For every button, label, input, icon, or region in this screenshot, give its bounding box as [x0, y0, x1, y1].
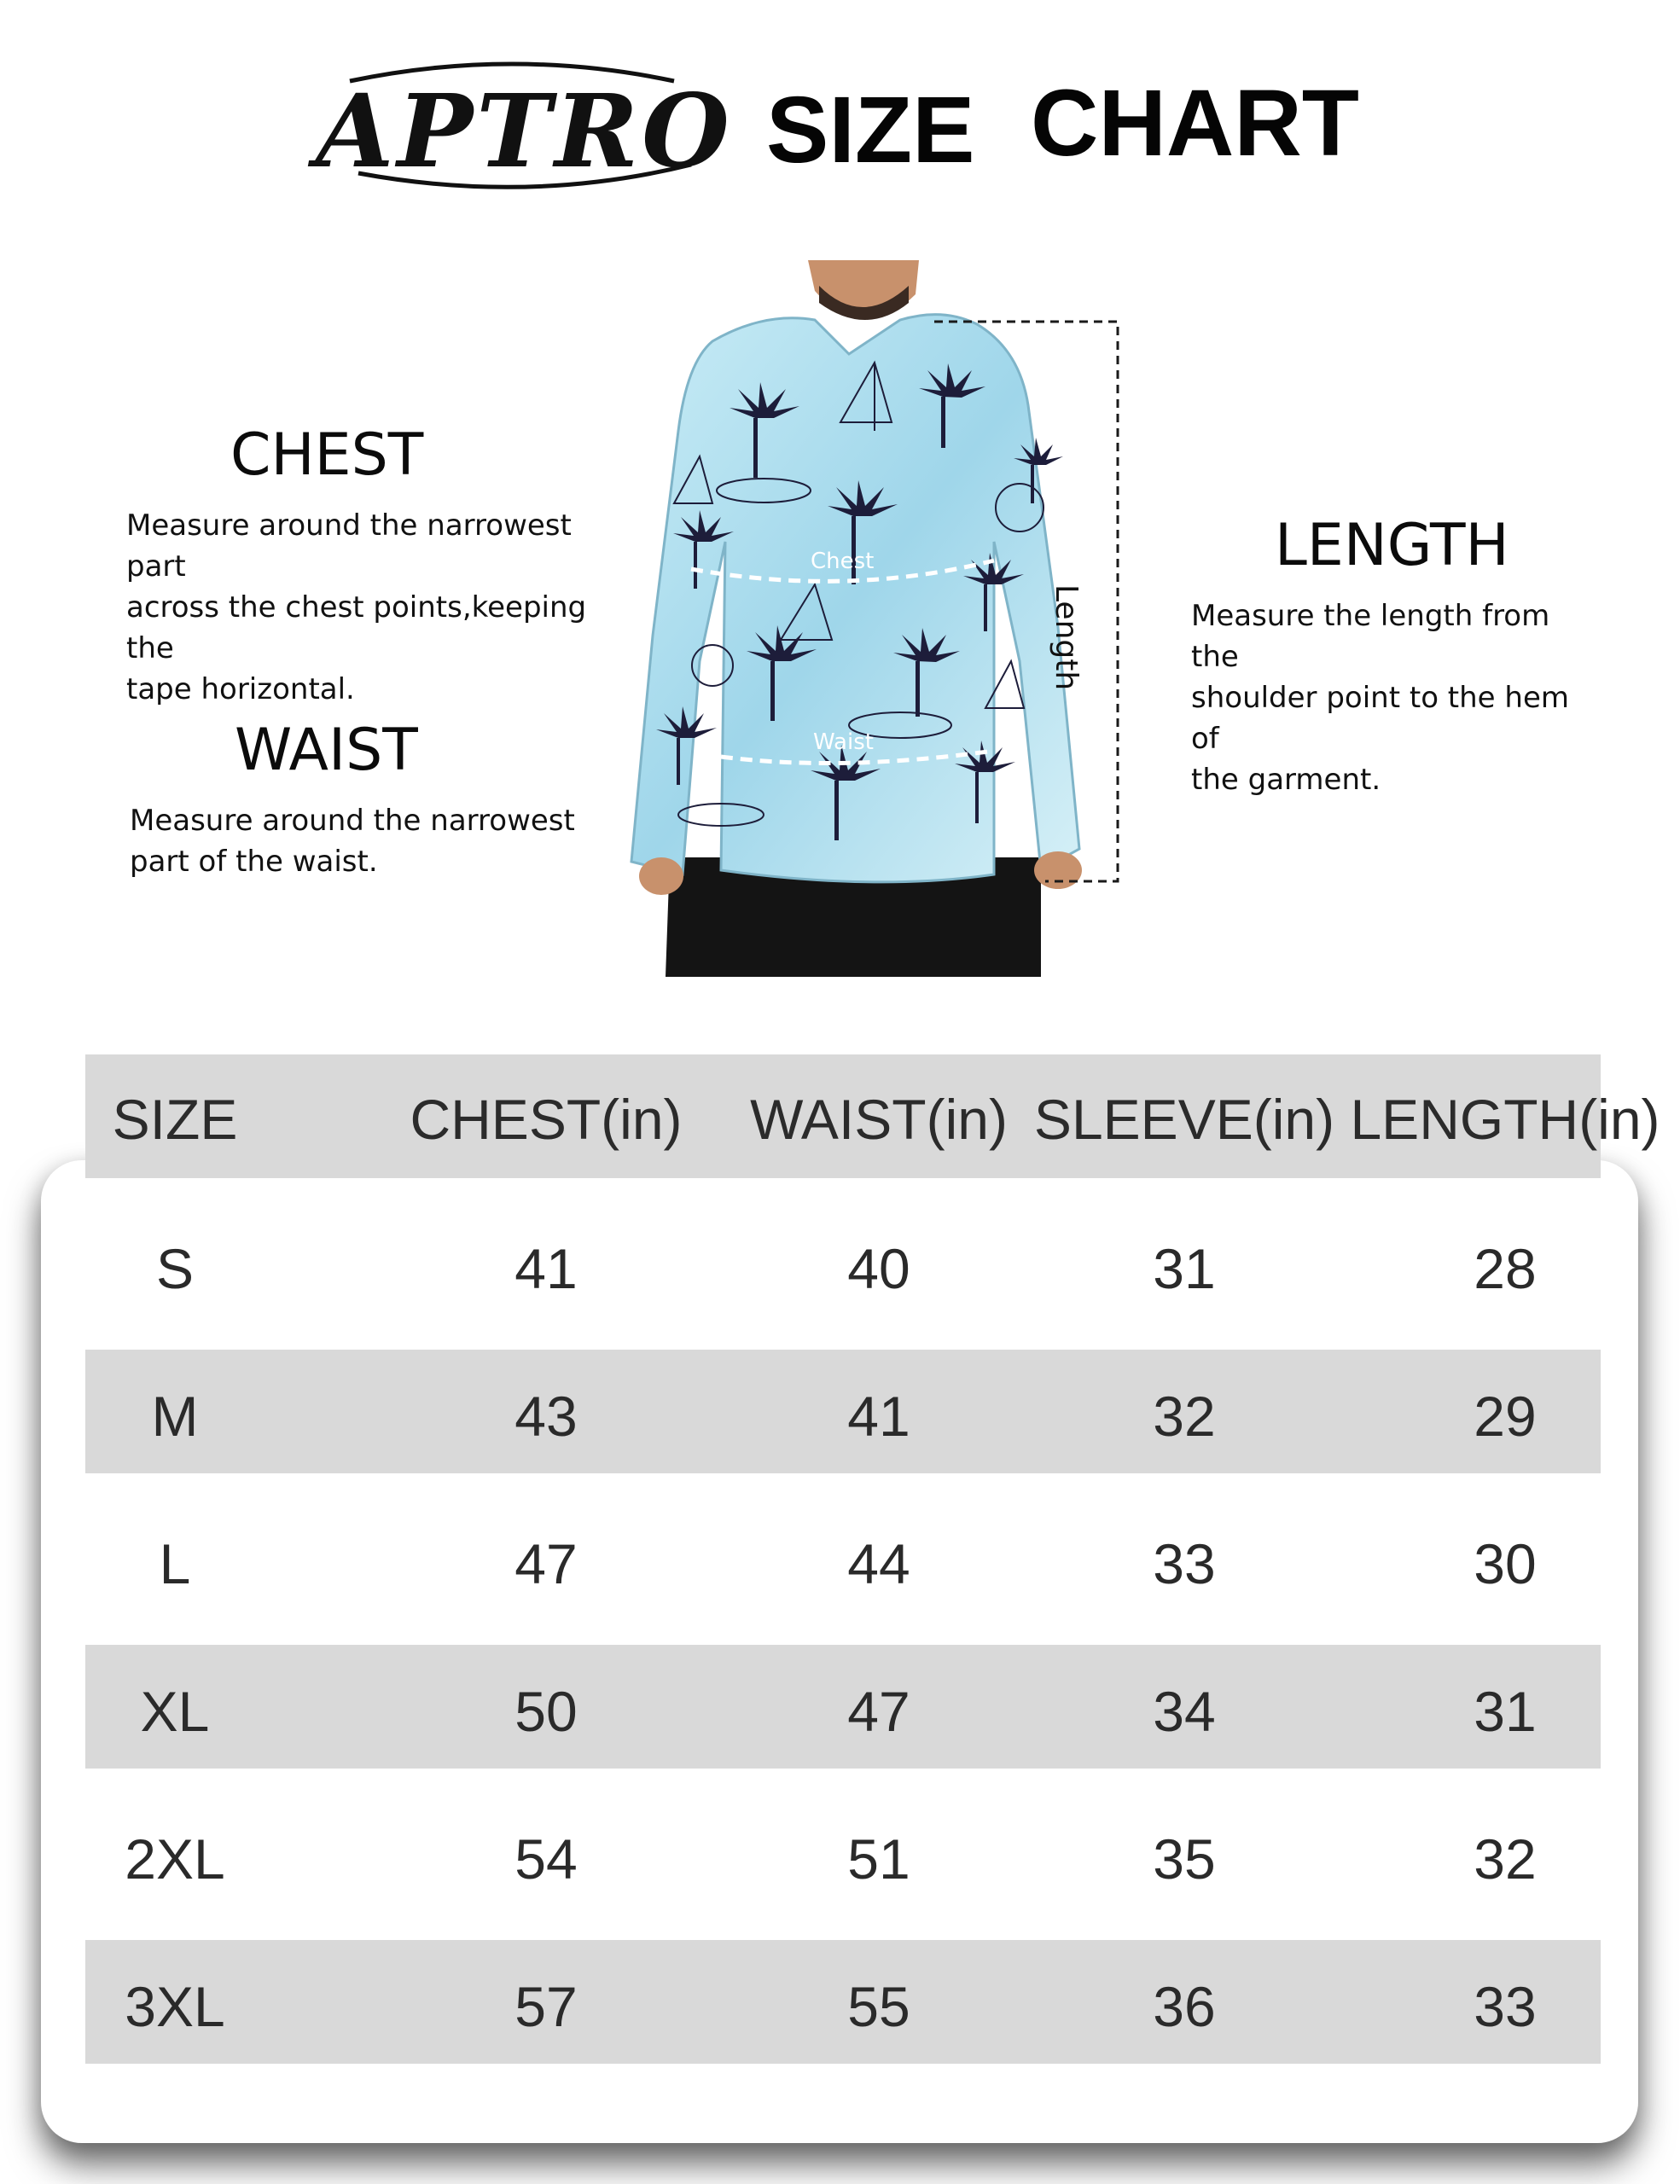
length-line: the garment. [1191, 763, 1381, 797]
waist-cell: 41 [847, 1385, 910, 1448]
chest-line: Measure around the narrowest part [126, 508, 572, 584]
column-header-label: SLEEVE [1033, 1088, 1253, 1151]
table-row [85, 1645, 1601, 1769]
length-cell: 31 [1474, 1680, 1537, 1743]
length-cell: 28 [1474, 1237, 1537, 1300]
column-header-length [1317, 1058, 1680, 1182]
sleeve-cell: 31 [1153, 1237, 1216, 1300]
sleeve-cell: 33 [1153, 1532, 1216, 1595]
column-header-label: WAIST [750, 1088, 927, 1151]
column-header-unit: (in) [926, 1088, 1008, 1151]
waist-cell: 40 [847, 1237, 910, 1300]
length-cell: 29 [1474, 1385, 1537, 1448]
chest-cell: 57 [514, 1975, 578, 2038]
chest-line: tape horizontal. [126, 672, 355, 706]
size-cell: M [151, 1385, 199, 1448]
table-row [85, 1350, 1601, 1473]
waist-line: Measure around the narrowest [130, 804, 575, 838]
column-header-label: SIZE [112, 1088, 238, 1151]
size-cell: 3XL [125, 1975, 225, 2038]
length-line: Measure the length from the [1191, 599, 1550, 674]
column-header-chest [358, 1058, 734, 1182]
table-header-row [85, 1054, 1660, 1178]
waist-line: part of the waist. [130, 845, 378, 879]
column-header-size [85, 1058, 264, 1182]
brand-name: APTRO [316, 72, 733, 190]
waist-cell: 44 [847, 1532, 910, 1595]
brand-logo [316, 55, 733, 192]
figure-waist-label: Waist [813, 729, 874, 755]
waist-heading: WAIST [235, 717, 418, 784]
length-cell: 30 [1474, 1532, 1537, 1595]
sleeve-cell: 36 [1153, 1975, 1216, 2038]
waist-instructions [130, 800, 607, 882]
length-cell: 32 [1474, 1827, 1537, 1891]
title-size: SIZE [766, 78, 975, 183]
table-row [85, 1497, 1601, 1621]
chest-instructions [126, 505, 621, 710]
length-cell: 33 [1474, 1975, 1537, 2038]
title-chart: CHART [1031, 71, 1359, 176]
chest-line: across the chest points,keeping the [126, 590, 587, 665]
column-header-unit: (in) [1578, 1088, 1660, 1151]
size-cell: 2XL [125, 1827, 225, 1891]
size-cell: L [159, 1532, 191, 1595]
column-header-unit: (in) [601, 1088, 683, 1151]
waist-cell: 55 [847, 1975, 910, 2038]
size-table [85, 1054, 1660, 2064]
table-row [85, 1940, 1601, 2064]
table-row [85, 1792, 1601, 1916]
chest-cell: 43 [514, 1385, 578, 1448]
waist-cell: 51 [847, 1827, 910, 1891]
chest-cell: 47 [514, 1532, 578, 1595]
sleeve-cell: 32 [1153, 1385, 1216, 1448]
sleeve-cell: 35 [1153, 1827, 1216, 1891]
table-row [85, 1202, 1601, 1326]
shirt-illustration [619, 260, 1216, 977]
model-photo [619, 260, 1216, 977]
figure-length-label: Length [1049, 584, 1084, 691]
length-line: shoulder point to the hem of [1191, 681, 1569, 756]
length-heading: LENGTH [1275, 512, 1509, 579]
waist-cell: 47 [847, 1680, 910, 1743]
size-cell: XL [140, 1680, 210, 1743]
size-cell: S [155, 1237, 195, 1300]
figure-chest-label: Chest [811, 549, 875, 574]
column-header-label: LENGTH [1350, 1088, 1579, 1151]
column-header-unit: (in) [1253, 1088, 1335, 1151]
column-header-label: CHEST [410, 1088, 602, 1151]
length-instructions [1191, 595, 1601, 800]
chest-heading: CHEST [230, 421, 424, 489]
chest-cell: 54 [514, 1827, 578, 1891]
column-header-sleeve [997, 1058, 1372, 1182]
header [0, 47, 1680, 200]
sleeve-cell: 34 [1153, 1680, 1216, 1743]
chest-cell: 50 [514, 1680, 578, 1743]
chest-cell: 41 [514, 1237, 578, 1300]
